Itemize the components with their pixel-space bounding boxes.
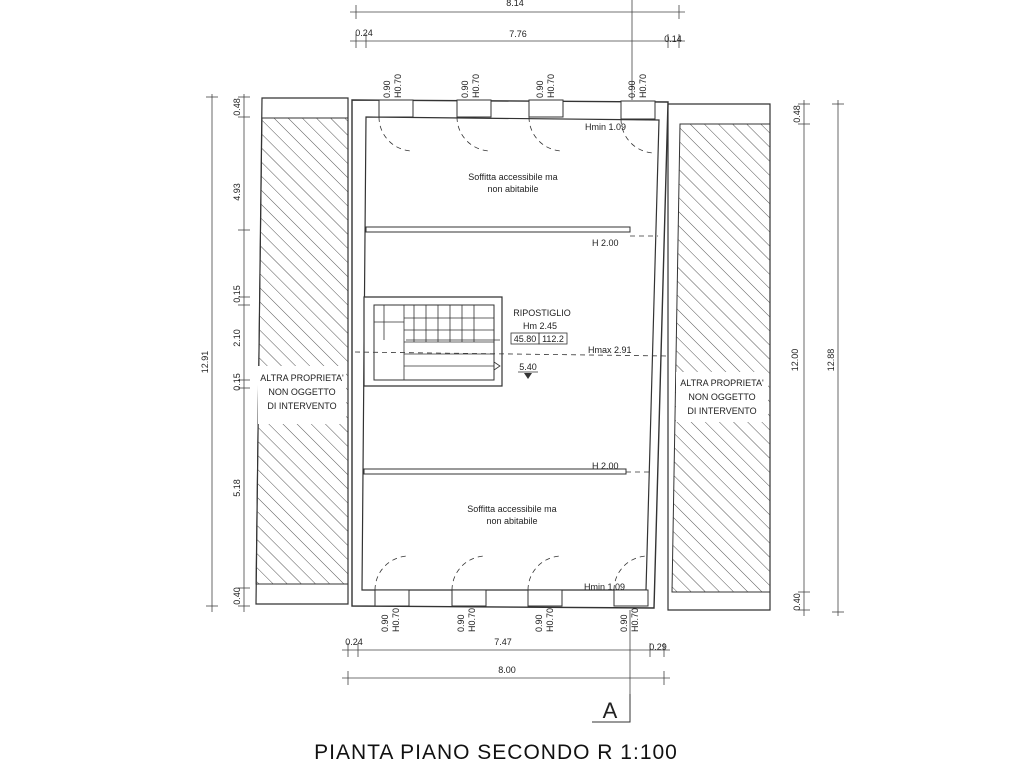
dim-top-left-offset: 0.24	[355, 28, 373, 38]
svg-text:NON OGGETTO: NON OGGETTO	[688, 392, 756, 402]
svg-text:0.90: 0.90	[460, 80, 470, 98]
svg-text:0.15: 0.15	[232, 373, 242, 391]
svg-text:Soffitta accessibile ma: Soffitta accessibile ma	[467, 504, 557, 514]
svg-text:2.10: 2.10	[232, 329, 242, 347]
svg-text:DI INTERVENTO: DI INTERVENTO	[267, 401, 337, 411]
svg-text:Hmax 2.91: Hmax 2.91	[588, 345, 632, 355]
svg-text:non abitabile: non abitabile	[486, 516, 538, 526]
dim-top-inner: 7.76	[509, 29, 527, 39]
svg-text:0.29: 0.29	[649, 642, 667, 652]
svg-text:112.2: 112.2	[542, 334, 564, 344]
svg-text:0.90: 0.90	[619, 614, 629, 632]
svg-text:0.90: 0.90	[456, 614, 466, 632]
svg-text:8.00: 8.00	[498, 665, 516, 675]
svg-text:non abitabile: non abitabile	[487, 184, 539, 194]
right-neighbour-property	[668, 104, 770, 610]
svg-text:Hmin 1.09: Hmin 1.09	[584, 582, 626, 592]
svg-text:H0.70: H0.70	[546, 73, 556, 98]
svg-text:0.24: 0.24	[345, 637, 363, 647]
svg-text:0.90: 0.90	[627, 80, 637, 98]
dim-top-right-offset: 0.14	[664, 34, 682, 44]
section-marker	[592, 694, 630, 723]
svg-text:DI INTERVENTO: DI INTERVENTO	[687, 406, 757, 416]
svg-text:H 2.00: H 2.00	[592, 461, 619, 471]
svg-text:H0.70: H0.70	[638, 73, 648, 98]
dim-top-overall: 8.14	[506, 0, 524, 8]
svg-text:12.00: 12.00	[790, 348, 800, 372]
svg-text:0.48: 0.48	[792, 105, 802, 123]
svg-text:H0.70: H0.70	[467, 607, 477, 632]
svg-text:0.40: 0.40	[792, 593, 802, 611]
top-window-dims	[382, 74, 648, 98]
left-dimensions	[200, 94, 250, 612]
left-neighbour-property	[256, 98, 348, 604]
svg-text:4.93: 4.93	[232, 183, 242, 201]
svg-text:Hmin 1.09: Hmin 1.09	[585, 122, 627, 132]
svg-text:RIPOSTIGLIO: RIPOSTIGLIO	[513, 308, 571, 318]
right-dimensions	[790, 100, 844, 616]
svg-text:NON OGGETTO: NON OGGETTO	[268, 387, 336, 397]
svg-text:12.88: 12.88	[826, 348, 836, 372]
svg-text:0.90: 0.90	[380, 614, 390, 632]
svg-text:H0.70: H0.70	[471, 73, 481, 98]
svg-text:H 2.00: H 2.00	[592, 238, 619, 248]
svg-text:12.91: 12.91	[200, 350, 210, 374]
svg-text:H0.70: H0.70	[391, 607, 401, 632]
svg-text:H0.70: H0.70	[393, 73, 403, 98]
svg-text:0.48: 0.48	[232, 98, 242, 116]
svg-text:H0.70: H0.70	[630, 607, 640, 632]
svg-text:0.40: 0.40	[232, 587, 242, 605]
svg-text:0.90: 0.90	[534, 614, 544, 632]
svg-text:0.90: 0.90	[535, 80, 545, 98]
drawing-title: PIANTA PIANO SECONDO R 1:100	[314, 741, 678, 764]
svg-text:0.90: 0.90	[382, 80, 392, 98]
svg-text:0.15: 0.15	[232, 285, 242, 303]
svg-text:7.47: 7.47	[494, 637, 512, 647]
svg-text:45.80: 45.80	[513, 334, 537, 344]
bottom-window-dims	[380, 608, 640, 632]
svg-text:Hm 2.45: Hm 2.45	[522, 321, 558, 331]
svg-text:5.40: 5.40	[519, 362, 537, 372]
svg-text:A: A	[602, 698, 618, 723]
svg-text:ALTRA PROPRIETA': ALTRA PROPRIETA'	[680, 378, 764, 388]
svg-text:5.18: 5.18	[232, 479, 242, 497]
svg-text:H0.70: H0.70	[545, 607, 555, 632]
svg-text:ALTRA PROPRIETA': ALTRA PROPRIETA'	[260, 373, 344, 383]
svg-text:Soffitta accessibile ma: Soffitta accessibile ma	[468, 172, 558, 182]
